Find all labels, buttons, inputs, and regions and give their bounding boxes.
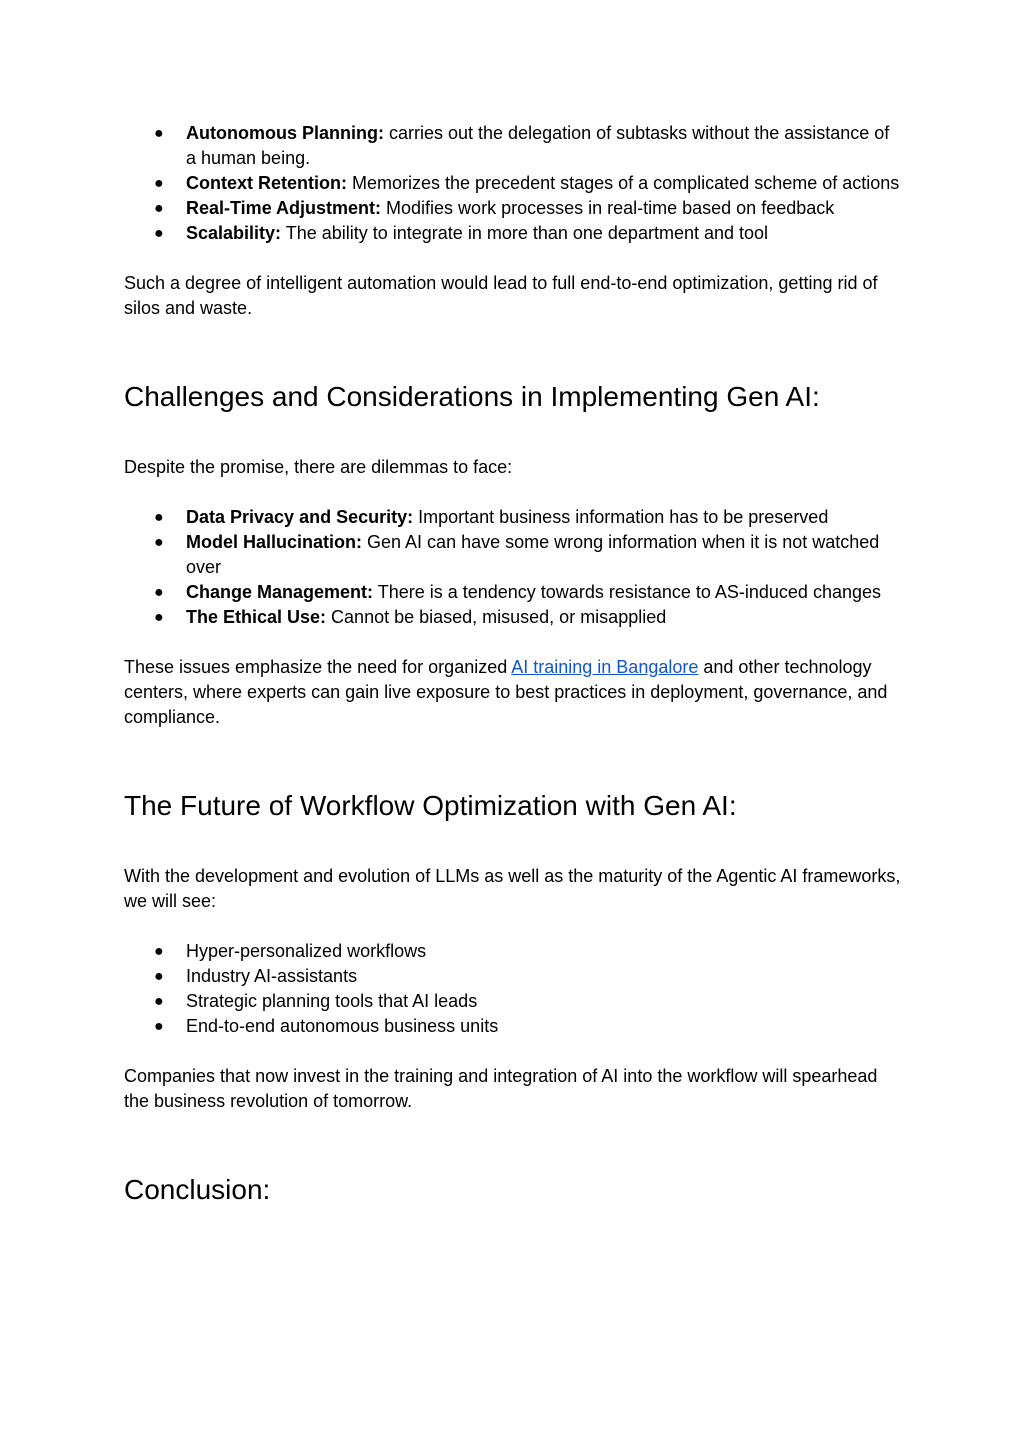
list-item bbox=[124, 530, 904, 580]
bullet-icon: ● bbox=[154, 509, 164, 526]
list-item bbox=[124, 939, 904, 964]
section-heading-future: The Future of Workflow Optimization with Gen AI: bbox=[124, 790, 737, 821]
list-item-term: Model Hallucination: bbox=[186, 532, 363, 552]
list-item-text: Strategic planning tools that AI leads bbox=[186, 991, 478, 1011]
future-list bbox=[124, 939, 904, 1039]
bullet-icon: ● bbox=[154, 175, 164, 192]
section-heading-conclusion: Conclusion: bbox=[124, 1174, 271, 1205]
list-item bbox=[124, 171, 904, 196]
list-item-term: The Ethical Use: bbox=[186, 607, 327, 627]
list-item bbox=[124, 196, 904, 221]
list-item-term: Real-Time Adjustment: bbox=[186, 198, 382, 218]
list-item-term: Scalability: bbox=[186, 223, 282, 243]
bullet-icon: ● bbox=[154, 609, 164, 626]
paragraph-text-before: These issues emphasize the need for organized bbox=[124, 657, 512, 677]
bullet-icon: ● bbox=[154, 1018, 164, 1035]
paragraph-training bbox=[124, 655, 904, 730]
list-item bbox=[124, 221, 904, 246]
list-item-text: The ability to integrate in more than one department and tool bbox=[281, 223, 769, 243]
list-item bbox=[124, 580, 904, 605]
paragraph-text-after: and other technology centers, where experts can gain live exposure to best practices in deployment, governance, and compliance. bbox=[124, 657, 888, 727]
list-item-term: Autonomous Planning: bbox=[186, 123, 384, 143]
paragraph-llm-evolution: With the development and evolution of LLMs as well as the maturity of the Agentic AI frameworks, we will see: bbox=[124, 866, 901, 911]
ai-training-bangalore-link[interactable]: AI training in Bangalore bbox=[511, 657, 699, 677]
list-item-text: Industry AI-assistants bbox=[186, 966, 358, 986]
list-item-text: End-to-end autonomous business units bbox=[186, 1016, 499, 1036]
bullet-icon: ● bbox=[154, 584, 164, 601]
list-item-term: Context Retention: bbox=[186, 173, 347, 193]
list-item bbox=[124, 964, 904, 989]
bullet-icon: ● bbox=[154, 534, 164, 551]
list-item-text: Hyper-personalized workflows bbox=[186, 941, 427, 961]
challenges-list bbox=[124, 505, 904, 630]
document-page bbox=[124, 121, 904, 1208]
list-item-text: Important business information has to be preserved bbox=[413, 507, 829, 527]
bullet-icon: ● bbox=[154, 968, 164, 985]
bullet-icon: ● bbox=[154, 125, 164, 142]
list-item-term: Change Management: bbox=[186, 582, 374, 602]
list-item-text: Cannot be biased, misused, or misapplied bbox=[326, 607, 667, 627]
list-item-text: Memorizes the precedent stages of a complicated scheme of actions bbox=[347, 173, 900, 193]
list-item-text: Gen AI can have some wrong information when it is not watched over bbox=[186, 532, 880, 577]
bullet-icon: ● bbox=[154, 993, 164, 1010]
list-item bbox=[124, 605, 904, 630]
list-item-text: Modifies work processes in real-time based on feedback bbox=[381, 198, 835, 218]
list-item-text: There is a tendency towards resistance to AS-induced changes bbox=[373, 582, 881, 602]
list-item bbox=[124, 505, 904, 530]
capabilities-list bbox=[124, 121, 904, 246]
list-item bbox=[124, 989, 904, 1014]
paragraph-automation: Such a degree of intelligent automation would lead to full end-to-end optimization, getting rid of silos and waste. bbox=[124, 273, 878, 318]
list-item bbox=[124, 121, 904, 171]
bullet-icon: ● bbox=[154, 943, 164, 960]
bullet-icon: ● bbox=[154, 225, 164, 242]
paragraph-companies: Companies that now invest in the training and integration of AI into the workflow will spearhead the business revolution of tomorrow. bbox=[124, 1066, 878, 1111]
list-item-term: Data Privacy and Security: bbox=[186, 507, 414, 527]
section-heading-challenges: Challenges and Considerations in Implementing Gen AI: bbox=[124, 381, 820, 412]
list-item bbox=[124, 1014, 904, 1039]
list-item-text: carries out the delegation of subtasks without the assistance of a human being. bbox=[186, 123, 890, 168]
paragraph-dilemmas-intro: Despite the promise, there are dilemmas to face: bbox=[124, 457, 513, 477]
bullet-icon: ● bbox=[154, 200, 164, 217]
